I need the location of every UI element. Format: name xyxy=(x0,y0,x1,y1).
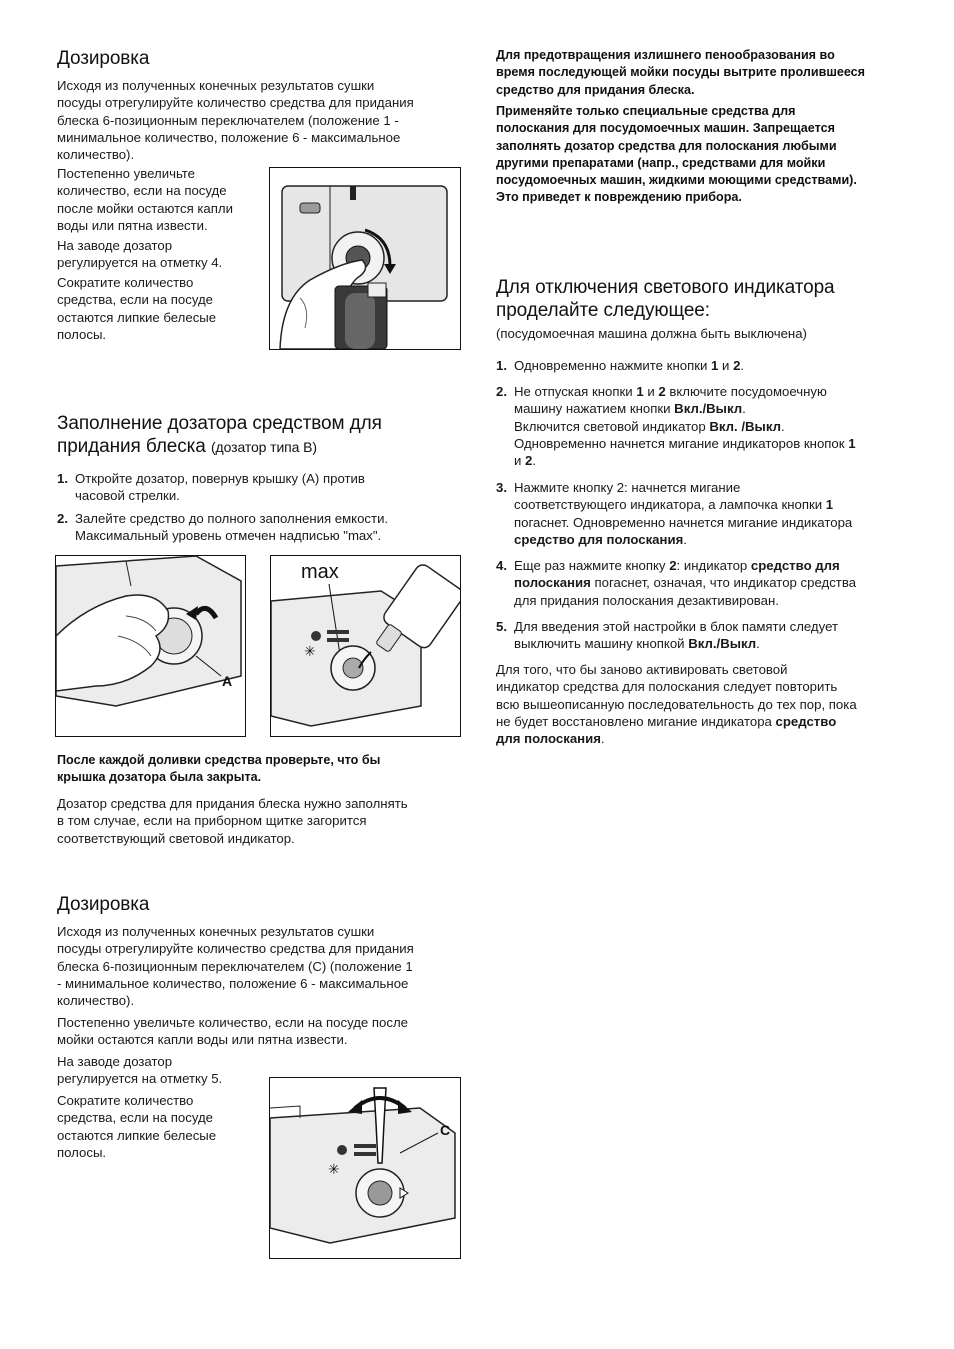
step-number: 5. xyxy=(496,619,507,634)
filling-heading xyxy=(57,412,457,459)
filling-step-2 xyxy=(57,510,467,545)
foam-warning xyxy=(496,47,906,99)
text-line: в том случае, если на приборном щитке загорится xyxy=(57,813,367,829)
dosage-factory-1 xyxy=(57,237,267,272)
text-line: На заводе дозатор xyxy=(57,1054,173,1069)
text-line: Еще раз нажмите кнопку 2: индикатор средство для xyxy=(514,558,840,573)
dosage-increase-2 xyxy=(57,1014,467,1049)
svg-text:✳: ✳ xyxy=(304,644,316,660)
indicator-step-3 xyxy=(496,479,916,551)
svg-text:✳: ✳ xyxy=(328,1162,340,1178)
heading-line: Заполнение дозатора средством для xyxy=(57,413,382,434)
text-line: время последующей мойки посуды вытрите пролившееся xyxy=(496,65,866,80)
text-line: Одновременно начнется мигание индикаторов кнопок 1 xyxy=(514,435,856,451)
figure-dial-adjust xyxy=(269,167,461,350)
text-line: после мойки остаются капли xyxy=(57,200,233,216)
text-line: Для введения этой настройки в блок памяти следует xyxy=(514,619,839,634)
text-line: Максимальный уровень отмечен надписью "max". xyxy=(75,528,382,544)
text-line: Это приведет к повреждению прибора. xyxy=(496,190,742,205)
step-number: 4. xyxy=(496,558,507,573)
text-line: полосы. xyxy=(57,326,107,342)
text-line: не будет восстановлено мигание индикатора средство xyxy=(496,713,837,729)
text-line: заполнять дозатор средства для полоскания любыми xyxy=(496,138,837,153)
product-warning xyxy=(496,103,906,207)
text-line: Постепенно увеличьте xyxy=(57,166,196,181)
text-line: Исходя из полученных конечных результатов сушки xyxy=(57,924,375,939)
text-line: соответствующий световой индикатор. xyxy=(57,830,295,846)
indicator-heading xyxy=(496,276,916,322)
step-text: Одновременно нажмите кнопки xyxy=(514,358,712,373)
key-label: 1 xyxy=(711,358,719,373)
dosage-increase-1 xyxy=(57,165,267,234)
text-line: количество). xyxy=(57,993,135,1009)
text-line: выключить машину кнопкой Вкл./Выкл. xyxy=(514,636,760,652)
text-line: Исходя из полученных конечных результатов сушки xyxy=(57,78,375,93)
text-line: количество, если на посуде xyxy=(57,183,227,199)
text-line: количество). xyxy=(57,147,135,163)
text-line: часовой стрелки. xyxy=(75,488,180,504)
text-line: Дозатор средства для придания блеска нужно заполнять xyxy=(57,796,408,811)
figure-fill-max xyxy=(270,555,461,737)
figure-open-cap xyxy=(55,555,246,737)
text-line: минимальное количество, положение 6 - максимальное xyxy=(57,129,401,145)
indicator-step-1 xyxy=(496,357,916,375)
figure-screwdriver-adjust xyxy=(269,1077,461,1259)
dosage-heading-2: Дозировка xyxy=(57,894,150,915)
text-line: остаются липкие белесые xyxy=(57,1127,217,1143)
text-line: Сократите количество xyxy=(57,275,194,290)
text-line: Сократите количество xyxy=(57,1093,194,1108)
figure-label-a: A xyxy=(222,673,233,689)
text-line: и 2. xyxy=(514,453,537,469)
text-line: индикатор средства для полоскания следует повторить xyxy=(496,679,838,695)
indicator-step-2 xyxy=(496,383,916,473)
text-line: полосы. xyxy=(57,1144,107,1160)
heading-suffix: (дозатор типа B) xyxy=(210,439,317,455)
step-number: 1. xyxy=(57,471,68,486)
text-line: Для предотвращения излишнего пенообразования во xyxy=(496,48,835,62)
text-line: Откройте дозатор, повернув крышку (A) против xyxy=(75,471,365,486)
step-text: . xyxy=(740,358,745,373)
text-line: полоскания погаснет, означая, что индикатор средства xyxy=(514,575,857,591)
text-line: блеска 6-позиционным переключателем (C) (положение 1 xyxy=(57,958,413,974)
text-line: Не отпуская кнопки 1 и 2 включите посудомоечную xyxy=(514,384,827,399)
indicator-step-5 xyxy=(496,618,916,654)
text-line: другими препаратами (напр., средствами для мойки xyxy=(496,155,826,170)
text-line: машину нажатием кнопки Вкл./Выкл. xyxy=(514,401,746,417)
text-line: для придания полоскания дезактивирован. xyxy=(514,592,779,608)
text-line: Залейте средство до полного заполнения емкости. xyxy=(75,511,389,526)
text-line: Включится световой индикатор Вкл. /Выкл. xyxy=(514,418,785,434)
indicator-closing xyxy=(496,661,916,747)
step-number: 2. xyxy=(57,511,68,526)
heading-line: придания блеска xyxy=(57,436,206,457)
text-line: блеска 6-позиционным переключателем (положение 1 - xyxy=(57,112,399,128)
heading-line: Для отключения светового индикатора xyxy=(496,277,835,298)
dosage-heading-1: Дозировка xyxy=(57,48,150,69)
step-number: 3. xyxy=(496,480,507,495)
text-line: средство для полоскания. xyxy=(514,531,687,547)
text-line: На заводе дозатор xyxy=(57,238,173,253)
text-line: средства, если на посуде xyxy=(57,292,214,308)
text-line: средства, если на посуде xyxy=(57,1110,214,1126)
text-line: После каждой доливки средства проверьте, что бы xyxy=(57,753,381,767)
text-line: остаются липкие белесые xyxy=(57,309,217,325)
text-line: посуды отрегулируйте количество средства для придания xyxy=(57,95,414,111)
filling-step-1 xyxy=(57,470,467,505)
dosage-reduce-2 xyxy=(57,1092,267,1161)
text-line: воды или пятна извести. xyxy=(57,217,208,233)
dosage-intro-1 xyxy=(57,77,467,163)
dosage-reduce-1 xyxy=(57,274,267,343)
indicator-subtitle: (посудомоечная машина должна быть выключена) xyxy=(496,326,807,341)
text-line: регулируется на отметку 5. xyxy=(57,1071,223,1087)
step-number: 2. xyxy=(496,384,507,399)
text-line: посуды отрегулируйте количество средства для придания xyxy=(57,941,414,957)
text-line: Нажмите кнопку 2: начнется мигание xyxy=(514,480,741,495)
text-line: - минимальное количество, положение 6 - максимальное xyxy=(57,975,409,991)
text-line: крышка дозатора была закрыта. xyxy=(57,770,262,785)
text-line: регулируется на отметку 4. xyxy=(57,255,223,271)
heading-line: проделайте следующее: xyxy=(496,300,710,321)
text-line: полоскания для посудомоечных машин. Запрещается xyxy=(496,121,835,136)
text-line: для полоскания. xyxy=(496,731,605,747)
dosage-intro-2 xyxy=(57,923,467,1009)
text-line: средство для придания блеска. xyxy=(496,82,695,97)
step-text: и xyxy=(718,358,734,373)
filling-warning xyxy=(57,752,467,787)
text-line: посудомоечных машин, жидкими моющими средствами). xyxy=(496,173,857,188)
text-line: погаснет. Одновременно начнется мигание индикатора xyxy=(514,514,853,530)
figure-label-max: max xyxy=(301,561,339,583)
dosage-factory-2 xyxy=(57,1053,267,1088)
key-label: 2 xyxy=(733,358,741,373)
text-line: Постепенно увеличьте количество, если на посуде после xyxy=(57,1015,409,1030)
text-line: соответствующего индикатора, а лампочка кнопки 1 xyxy=(514,497,834,513)
figure-label-c: C xyxy=(440,1122,451,1138)
text-line: всю вышеописанную последовательность до тех пор, пока xyxy=(496,696,857,712)
step-number: 1. xyxy=(496,358,507,373)
filling-note xyxy=(57,795,467,847)
text-line: Применяйте только специальные средства для xyxy=(496,104,796,118)
indicator-step-4 xyxy=(496,557,916,611)
text-line: мойки остаются капли воды или пятна извести. xyxy=(57,1032,348,1048)
text-line: Для того, что бы заново активировать световой xyxy=(496,662,788,677)
